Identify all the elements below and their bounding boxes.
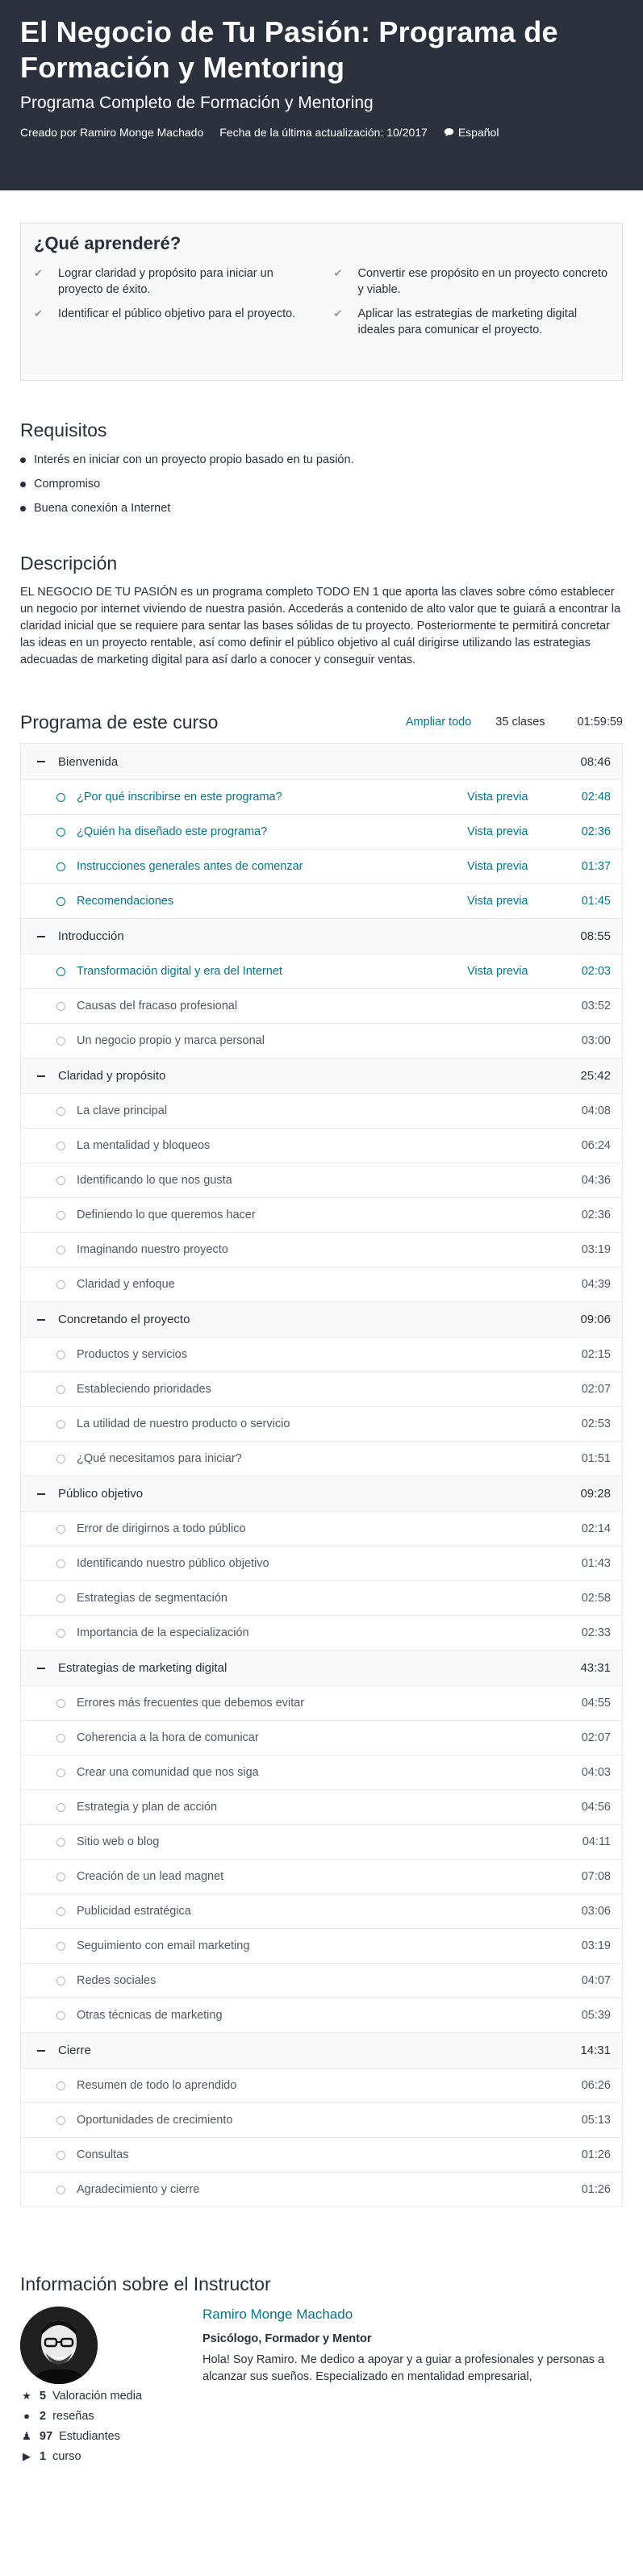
instructor-left [20,2307,173,2466]
play-circle-icon [56,1629,65,1638]
lecture-title: Definiendo lo que queremos hacer [77,1209,256,1221]
play-circle-icon [56,2186,65,2194]
lecture-row [21,1963,622,1998]
stat-value: 1 [40,2449,47,2463]
collapse-icon [37,1075,45,1077]
chapter-duration: 08:46 [580,754,611,769]
lecture-title[interactable]: ¿Quién ha diseñado este programa? [77,825,268,838]
lecture-duration: 04:55 [581,1697,611,1710]
lecture-duration: 01:45 [581,895,611,908]
lecture-row [21,1720,622,1755]
curriculum-list [20,743,623,2207]
lecture-row[interactable] [21,814,622,849]
lecture-row [21,2102,622,2137]
lecture-row [21,1580,622,1615]
lecture-duration: 04:56 [581,1801,611,1814]
instructor-stat [20,2386,173,2406]
preview-link[interactable]: Vista previa [467,860,528,873]
lecture-duration: 04:39 [581,1278,611,1291]
stat-label: Valoración media [52,2389,143,2403]
lecture-row [21,2068,622,2102]
play-circle-icon [56,1907,65,1916]
collapse-icon [37,1668,45,1669]
play-circle-icon [56,1942,65,1951]
bullet-icon [20,457,26,463]
lecture-duration: 05:13 [581,2114,611,2127]
last-updated: Fecha de la última actualización: 10/2017 [219,126,428,139]
play-circle-icon [56,897,65,906]
play-circle-icon [56,1873,65,1881]
lecture-duration: 02:48 [581,791,611,804]
what-you-learn-list [34,265,609,338]
lecture-row [21,1789,622,1824]
lecture-duration: 03:00 [581,1034,611,1047]
requirements-title: Requisitos [20,420,107,440]
play-circle-icon [56,1002,65,1011]
instructor-bio: Hola! Soy Ramiro. Me dedico a apoyar y a guiar a profesionales y personas a alcanzar sus sueños. Especializado en mentalidad empresarial, [203,2353,605,2383]
lecture-title: Agradecimiento y cierre [77,2183,200,2196]
curriculum-header [20,709,623,735]
creator-prefix: Creado por [20,126,80,139]
play-circle-icon [56,1559,65,1568]
play-circle-icon [56,1246,65,1255]
course-title: El Negocio de Tu Pasión: Programa de Formación y Mentoring [20,15,558,84]
lecture-duration: 04:03 [581,1766,611,1779]
collapse-icon [37,936,45,937]
play-circle-icon [56,793,65,802]
instructor-stat [20,2446,173,2466]
play-circle-icon [56,1734,65,1743]
lecture-row[interactable] [21,849,622,883]
instructor-photo [20,2307,98,2384]
lecture-row [21,1441,622,1476]
play-circle-icon [56,1838,65,1847]
play-circle-icon [56,1525,65,1534]
lecture-row [21,1859,622,1893]
instructor-role: Psicólogo, Formador y Mentor [203,2332,372,2345]
stat-value: 97 [40,2429,53,2443]
lecture-duration: 03:19 [581,1939,611,1952]
chapter-header[interactable] [21,2032,622,2068]
lecture-row [21,1755,622,1789]
what-you-learn-title: ¿Qué aprenderé? [34,233,182,253]
lecture-row [21,1232,622,1267]
chapter-duration: 09:06 [580,1313,611,1326]
language [444,126,499,139]
total-duration: 01:59:59 [577,716,623,729]
description-title: Descripción [20,553,118,574]
requirement-text: Interés en iniciar con un proyecto propio basado en tu pasión. [34,453,354,466]
lecture-title: Publicidad estratégica [77,1905,191,1918]
lecture-duration: 02:14 [581,1522,611,1535]
lecture-title: Seguimiento con email marketing [77,1939,250,1952]
lecture-title: Resumen de todo lo aprendido [77,2079,237,2092]
lecture-row [21,1893,622,1928]
requirements-list [20,451,623,517]
lecture-title: La utilidad de nuestro producto o servicio [77,1417,290,1430]
play-circle-icon [56,1142,65,1150]
lecture-duration: 06:24 [581,1139,611,1152]
preview-link[interactable]: Vista previa [467,825,528,838]
lecture-row [21,1824,622,1859]
chapter-title: Claridad y propósito [58,1069,166,1083]
chapter-title: Público objetivo [58,1487,144,1501]
chapter-title: Cierre [58,2044,91,2057]
play-circle-icon: ▶ [23,2449,31,2462]
stat-label: curso [52,2449,81,2463]
instructor-stat [20,2406,173,2426]
lecture-title[interactable]: ¿Por qué inscribirse en este programa? [77,791,282,804]
speech-bubble-icon [444,127,454,137]
lecture-duration: 02:07 [581,1383,611,1396]
chapter-title: Introducción [58,929,124,943]
collapse-icon [37,761,45,762]
lecture-title: Imaginando nuestro proyecto [77,1243,228,1256]
play-circle-icon [56,2011,65,2020]
lecture-row [21,1337,622,1372]
lecture-title: La mentalidad y bloqueos [77,1139,211,1152]
lecture-title: Consultas [77,2148,129,2161]
instructor-block [20,2307,623,2466]
lecture-title: Coherencia a la hora de comunicar [77,1731,259,1744]
course-header [0,0,643,190]
play-circle-icon [56,1768,65,1777]
lecture-row [21,2172,622,2207]
lecture-row [21,1372,622,1406]
lecture-duration: 01:26 [581,2183,611,2196]
lecture-title: Identificando nuestro público objetivo [77,1557,269,1570]
learn-item [334,306,610,338]
play-circle-icon [56,1107,65,1116]
play-circle-icon [56,1385,65,1394]
language-label: Español [457,126,499,139]
lecture-title: Estableciendo prioridades [77,1383,211,1396]
main-content [0,223,643,2490]
lecture-title: Productos y servicios [77,1348,187,1361]
lecture-title: Claridad y enfoque [77,1278,175,1291]
lecture-duration: 02:33 [581,1626,611,1639]
play-circle-icon [56,1803,65,1812]
lecture-row [21,1023,622,1058]
chapter-duration: 25:42 [580,1069,611,1083]
check-icon: ✔ [34,307,43,319]
stat-label: Estudiantes [59,2429,120,2443]
what-you-learn-box [20,223,623,381]
instructor-stats [20,2386,173,2466]
requirement-item [20,475,623,493]
lecture-row [21,1511,622,1546]
requirement-item [20,451,623,469]
instructor-section-title: Información sobre el Instructor [20,2273,271,2294]
chapter-duration: 14:31 [580,2044,611,2057]
lecture-title: La clave principal [77,1104,168,1117]
stat-value: 5 [40,2389,47,2403]
lecture-row [21,1197,622,1232]
lecture-duration: 02:36 [581,825,611,838]
learn-item-text: Aplicar las estrategias de marketing digital ideales para comunicar el proyecto. [357,307,578,336]
lecture-row [21,1093,622,1128]
requirement-text: Compromiso [34,478,101,491]
learn-item [34,306,310,338]
lecture-duration: 02:36 [581,1209,611,1221]
play-circle-icon [56,1977,65,1985]
chapter-header[interactable] [21,744,622,779]
check-icon: ✔ [333,307,343,319]
chapter-header[interactable] [21,1301,622,1337]
play-circle-icon [56,2116,65,2125]
lecture-title: ¿Qué necesitamos para iniciar? [77,1452,242,1465]
play-circle-icon [56,1351,65,1359]
comment-icon: ● [23,2410,30,2422]
instructor-avatar[interactable] [20,2307,98,2384]
lecture-title: Estrategias de segmentación [77,1592,228,1605]
learn-item-text: Identificar el público objetivo para el proyecto. [58,307,296,320]
instructor-right [203,2307,623,2466]
requirement-item [20,499,623,517]
learn-item-text: Lograr claridad y propósito para iniciar un proyecto de éxito. [58,267,273,296]
lecture-duration: 02:53 [581,1417,611,1430]
lecture-row [21,1163,622,1197]
star-icon: ★ [22,2389,31,2402]
lecture-duration: 04:07 [581,1974,611,1987]
description-text: EL NEGOCIO DE TU PASIÓN es un programa completo TODO EN 1 que aporta las claves sobre cómo establecer un negocio por internet viviendo de nuestra pasión. Accederás a contenido de alto valor que te guiará a encontrar la claridad inicial que se requiere para sentar las bases sólidas de tu proyecto. Posteriormente te permitirá concretar las ideas en un proyecto rentable, así como definir el público objetivo al cuál dirigirse utilizando las estrategias adecuadas de marketing digital para así darlo a conocer y conseguir ventas. [20,586,621,666]
lecture-title: Crear una comunidad que nos siga [77,1766,259,1779]
lecture-title: Errores más frecuentes que debemos evitar [77,1697,305,1710]
lecture-duration: 02:15 [581,1348,611,1361]
instructor-name-link[interactable]: Ramiro Monge Machado [203,2307,353,2322]
check-icon: ✔ [333,267,343,279]
lecture-row[interactable] [21,883,622,918]
collapse-icon [37,1319,45,1321]
play-circle-icon [56,828,65,837]
lecture-duration: 01:43 [581,1557,611,1570]
lecture-duration: 07:08 [581,1870,611,1883]
bullet-icon [20,482,26,487]
learn-item [334,265,610,298]
chapter-title: Bienvenida [58,754,119,769]
lecture-row [21,1128,622,1163]
check-icon: ✔ [34,267,43,279]
lecture-duration: 01:51 [581,1452,611,1465]
chapter-duration: 08:55 [580,929,611,943]
play-circle-icon [56,1037,65,1046]
chapter-title: Concretando el proyecto [58,1313,190,1326]
lecture-title: Importancia de la especialización [77,1626,249,1639]
lecture-duration: 06:26 [581,2079,611,2092]
lecture-row[interactable] [21,779,622,814]
curriculum-title: Programa de este curso [20,711,219,733]
lecture-row [21,988,622,1023]
lecture-count: 35 clases [495,716,545,729]
lecture-title: Oportunidades de crecimiento [77,2114,233,2127]
preview-link[interactable]: Vista previa [467,965,528,978]
play-circle-icon [56,862,65,871]
lecture-row [21,1685,622,1720]
lecture-duration: 04:08 [581,1104,611,1117]
lecture-row [21,1406,622,1441]
course-meta [20,126,623,139]
lecture-duration: 03:19 [581,1243,611,1256]
lecture-row [21,1546,622,1580]
play-circle-icon [56,1594,65,1603]
play-circle-icon [56,967,65,976]
lecture-duration: 03:06 [581,1905,611,1918]
creator-link[interactable]: Ramiro Monge Machado [79,126,204,139]
lecture-duration: 03:52 [581,1000,611,1012]
lecture-title: Error de dirigirnos a todo público [77,1522,246,1535]
lecture-row [21,1267,622,1301]
requirement-text: Buena conexión a Internet [34,502,171,515]
bullet-icon [20,506,26,511]
lecture-title: Identificando lo que nos gusta [77,1174,232,1187]
lecture-title[interactable]: Recomendaciones [77,895,174,908]
bottom-spacer [20,2466,623,2490]
lecture-duration: 01:26 [581,2148,611,2161]
chapter-title: Estrategias de marketing digital [58,1661,228,1675]
expand-all-link[interactable]: Ampliar todo [405,716,472,729]
lecture-title: Sitio web o blog [77,1835,160,1848]
chapter-header[interactable] [21,918,622,954]
lecture-title: Causas del fracaso profesional [77,1000,238,1012]
play-circle-icon [56,1420,65,1429]
instructor-stat [20,2426,173,2446]
lecture-row [21,1998,622,2032]
learn-item-text: Convertir ese propósito en un proyecto concreto y viable. [357,267,608,296]
stat-value: 2 [40,2409,47,2423]
play-circle-icon [56,1211,65,1220]
lecture-title: Creación de un lead magnet [77,1870,224,1883]
lecture-title: Otras técnicas de marketing [77,2009,223,2022]
preview-link[interactable]: Vista previa [467,895,528,908]
lecture-duration: 02:07 [581,1731,611,1744]
lecture-title: Estrategia y plan de acción [77,1801,218,1814]
stat-label: reseñas [52,2409,94,2423]
lecture-duration: 04:11 [582,1835,611,1848]
preview-link[interactable]: Vista previa [467,791,528,804]
lecture-duration: 04:36 [581,1174,611,1187]
lecture-title[interactable]: Instrucciones generales antes de comenzar [77,860,303,873]
lecture-row [21,1615,622,1650]
user-icon: ♟ [22,2429,31,2442]
creator-line [20,126,203,139]
chapter-duration: 43:31 [580,1661,611,1675]
chapter-duration: 09:28 [580,1487,611,1501]
chapter-header[interactable] [21,1476,622,1511]
lecture-row [21,1928,622,1963]
lecture-title: Redes sociales [77,1974,157,1987]
play-circle-icon [56,1176,65,1185]
learn-item [34,265,310,298]
lecture-duration: 05:39 [581,2009,611,2022]
lecture-duration: 01:37 [581,860,611,873]
lecture-duration: 02:03 [581,965,611,978]
lecture-duration: 02:58 [581,1592,611,1605]
chapter-header[interactable] [21,1058,622,1093]
collapse-icon [37,1493,45,1495]
play-circle-icon [56,2151,65,2160]
lecture-title: Un negocio propio y marca personal [77,1034,265,1047]
play-circle-icon [56,1699,65,1708]
play-circle-icon [56,2081,65,2090]
play-circle-icon [56,1455,65,1463]
course-subtitle: Programa Completo de Formación y Mentoring [20,94,374,112]
lecture-row[interactable] [21,954,622,988]
lecture-row [21,2137,622,2172]
play-circle-icon [56,1280,65,1289]
chapter-header[interactable] [21,1650,622,1685]
lecture-title[interactable]: Transformación digital y era del Internet [77,965,282,978]
collapse-icon [37,2050,45,2052]
